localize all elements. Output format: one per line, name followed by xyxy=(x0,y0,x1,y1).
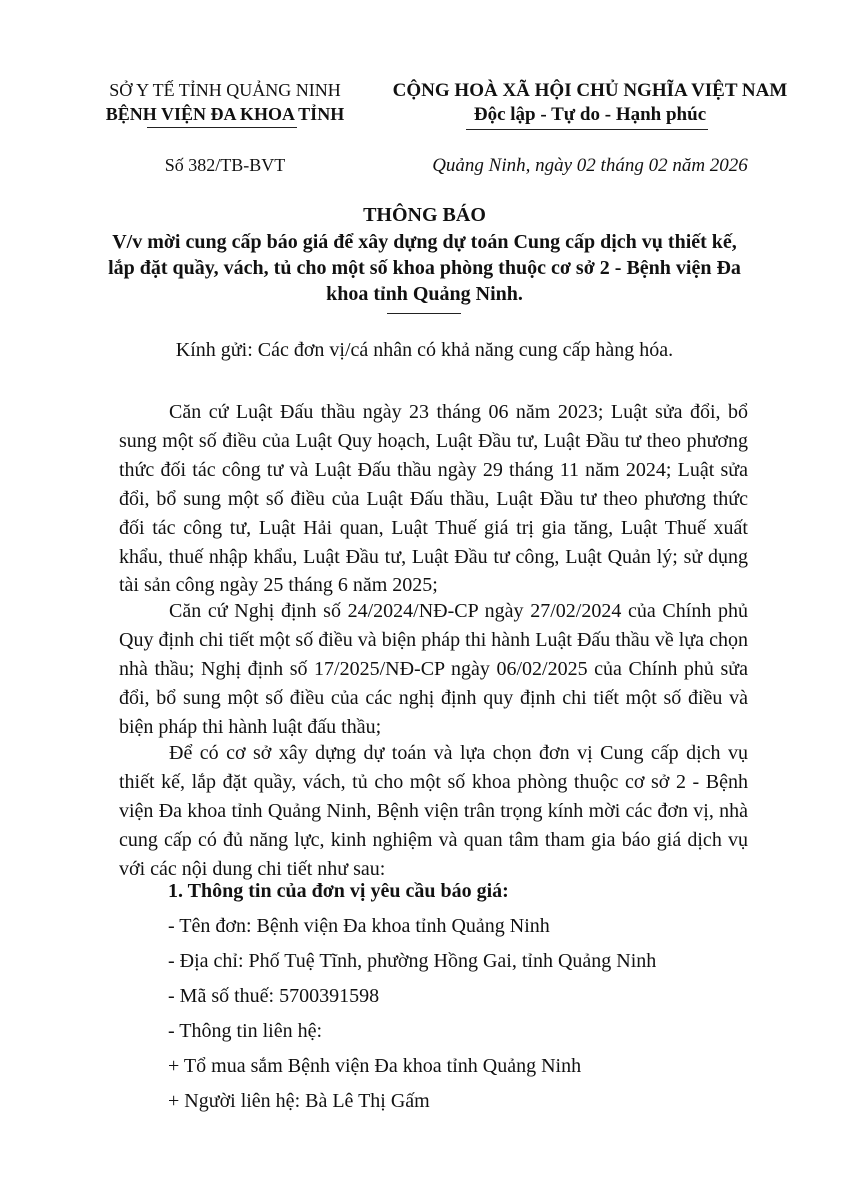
document-title: THÔNG BÁO xyxy=(363,204,486,226)
subject-line-3: khoa tỉnh Quảng Ninh. xyxy=(326,283,523,305)
document-number: Số 382/TB-BVT xyxy=(164,155,286,175)
ministry-name: SỞ Y TẾ TỈNH QUẢNG NINH xyxy=(109,80,341,100)
title-divider xyxy=(387,313,461,314)
paragraph-invitation: Để có cơ sở xây dựng dự toán và lựa chọn đơn vị Cung cấp dịch vụ thiết kế, lắp đặt quầy, vách, tủ cho một số khoa phòng thuộc cơ sở 2 - Bệnh viện Đa khoa tỉnh Quảng Ninh, Bệnh viện trân trọng kính mời các đơn vị, nhà cung cấp có đủ năng lực, kinh nghiệm và quan tâm tham gia báo giá dịch vụ với các nội dung chi tiết như sau: xyxy=(119,742,748,880)
subject-line-1: V/v mời cung cấp báo giá để xây dựng dự toán Cung cấp dịch vụ thiết kế, xyxy=(112,231,737,253)
national-title: CỘNG HOÀ XÃ HỘI CHỦ NGHĨA VIỆT NAM xyxy=(392,80,788,101)
contact-unit: + Tổ mua sắm Bệnh viện Đa khoa tỉnh Quảng Ninh xyxy=(168,1055,582,1077)
section-1-heading: 1. Thông tin của đơn vị yêu cầu báo giá: xyxy=(168,880,509,902)
header-left-underline xyxy=(147,127,297,128)
header-right-underline xyxy=(466,129,708,130)
requester-address: - Địa chỉ: Phố Tuệ Tĩnh, phường Hồng Gai, tỉnh Quảng Ninh xyxy=(168,950,657,972)
requester-tax-code: - Mã số thuế: 5700391598 xyxy=(168,985,380,1007)
place-date: Quảng Ninh, ngày 02 tháng 02 năm 2026 xyxy=(432,155,748,176)
contact-person: + Người liên hệ: Bà Lê Thị Gấm xyxy=(168,1090,430,1112)
requester-name: - Tên đơn: Bệnh viện Đa khoa tỉnh Quảng Ninh xyxy=(168,915,550,937)
hospital-name: BỆNH VIỆN ĐA KHOA TỈNH xyxy=(105,104,345,124)
paragraph-legal-basis-law: Căn cứ Luật Đấu thầu ngày 23 tháng 06 năm 2023; Luật sửa đổi, bổ sung một số điều của Luật Quy hoạch, Luật Đầu tư, Luật Đầu tư theo phương thức đối tác công tư và Luật Đấu thầu ngày 29 tháng 11 năm 2024; Luật sửa đổi, bổ sung một số điều của Luật Đấu thầu, Luật Đầu tư theo phương thức đối tác công tư, Luật Hải quan, Luật Thuế giá trị gia tăng, Luật Thuế xuất khẩu, thuế nhập khẩu, Luật Đầu tư, Luật Đầu tư công, Luật Quản lý; sử dụng tài sản công ngày 25 tháng 6 năm 2025; xyxy=(119,401,748,597)
contact-info-label: - Thông tin liên hệ: xyxy=(168,1020,323,1042)
national-motto: Độc lập - Tự do - Hạnh phúc xyxy=(473,104,707,125)
paragraph-legal-basis-decree: Căn cứ Nghị định số 24/2024/NĐ-CP ngày 27/02/2024 của Chính phủ Quy định chi tiết một số điều và biện pháp thi hành Luật Đấu thầu về lựa chọn nhà thầu; Nghị định số 17/2025/NĐ-CP ngày 06/02/2025 của Chính phủ sửa đổi, bổ sung một số điều của các nghị định quy định chi tiết một số điều và biện pháp thi hành luật đấu thầu; xyxy=(119,600,748,738)
subject-line-2: lắp đặt quầy, vách, tủ cho một số khoa phòng thuộc cơ sở 2 - Bệnh viện Đa xyxy=(108,257,741,279)
recipient-line: Kính gửi: Các đơn vị/cá nhân có khả năng cung cấp hàng hóa. xyxy=(175,339,674,361)
